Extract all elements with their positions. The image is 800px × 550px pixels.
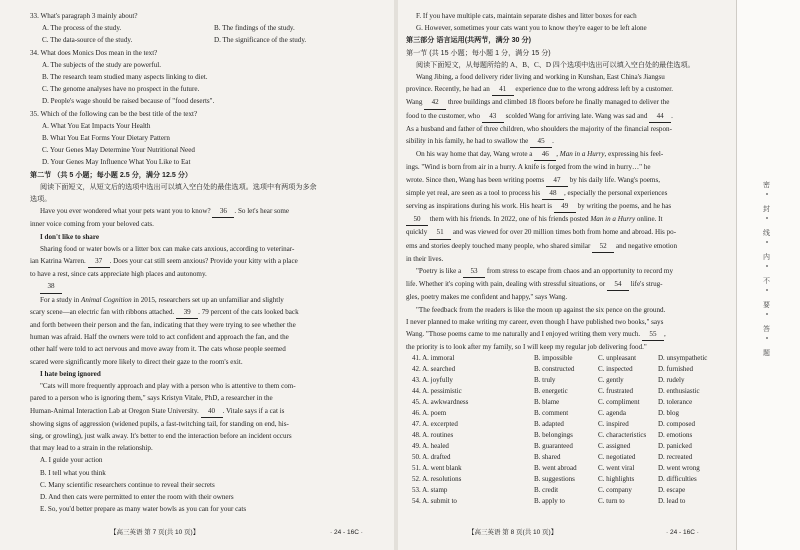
option-cell[interactable]: D. furnished — [658, 365, 693, 374]
blank-55[interactable]: 55 — [642, 328, 664, 341]
choice-f: F. If you have multiple cats, maintain separate dishes and litter boxes for each — [416, 12, 637, 20]
option-cell[interactable]: D. recreated — [658, 453, 693, 462]
option-cell[interactable]: B. belongings — [534, 431, 573, 440]
q33-option-c: C. The data-source of the study. — [42, 36, 133, 45]
blank-52[interactable]: 52 — [592, 240, 614, 253]
q33-option-a: A. The process of the study. — [42, 24, 122, 33]
option-row — [406, 375, 730, 386]
option-cell[interactable]: C. highlights — [598, 475, 635, 484]
option-cell[interactable]: C. inspired — [598, 420, 629, 429]
option-cell[interactable]: C. compliment — [598, 398, 640, 407]
section2-instructions-2: 选项。 — [30, 195, 52, 204]
q35-option-d: D. Your Genes May Influence What You Like to Eat — [42, 158, 191, 167]
option-cell[interactable]: B. energetic — [534, 387, 568, 396]
option-row — [406, 485, 730, 496]
option-cell[interactable]: B. truly — [534, 376, 556, 385]
passage-line: scary scene—an electric fan with ribbons attached. 39 . 79 percent of the cats looked back — [30, 306, 386, 319]
subheading-ignored: I hate being ignored — [40, 369, 101, 378]
margin-dot — [766, 313, 768, 315]
passage-line: Human-Animal Interaction Lab at Oregon State University. 40 . Vitale says if a cat is — [30, 405, 386, 418]
option-cell[interactable]: C. frustrated — [598, 387, 633, 396]
footer-code: · 24 - 16C · — [330, 529, 363, 536]
blank-41[interactable]: 41 — [492, 83, 514, 96]
option-cell[interactable]: 46. A. poem — [412, 409, 447, 418]
margin-char: 要 — [763, 301, 770, 309]
choice-b: B. I tell what you think — [40, 468, 106, 477]
margin-char: 封 — [763, 205, 770, 213]
q35-option-b: B. What You Eat Forms Your Dietary Pattern — [42, 134, 170, 143]
option-row — [406, 441, 730, 452]
margin-dot — [766, 241, 768, 243]
cloze-line: "The feedback from the readers is like the moon up against the six pence on the ground. — [416, 305, 666, 314]
option-cell[interactable]: 54. A. submit to — [412, 497, 457, 506]
option-cell[interactable]: D. composed — [658, 420, 695, 429]
passage-line: showing signs of aggression (widened pupils, a fast-twitching tail, for standing on end, his- — [30, 419, 289, 428]
blank-46[interactable]: 46 — [534, 148, 556, 161]
option-cell[interactable]: B. credit — [534, 486, 559, 495]
q35-stem: 35. Which of the following can be the best title of the text? — [30, 109, 198, 118]
q34-option-a: A. The subjects of the study are powerful. — [42, 60, 162, 69]
cloze-line: gles, poetry makes me confident and happy," says Wang. — [406, 293, 568, 302]
option-cell[interactable]: C. negotiated — [598, 453, 636, 462]
blank-42[interactable]: 42 — [424, 96, 446, 109]
passage-line — [30, 280, 386, 293]
cloze-line: Wang 42 three buildings and climbed 18 floors before he finally managed to deliver the — [406, 96, 730, 109]
blank-49[interactable]: 49 — [554, 200, 576, 213]
option-cell[interactable]: B. constructed — [534, 365, 575, 374]
option-cell[interactable]: B. impossible — [534, 354, 573, 363]
passage-line: and forth between their person and the fan, indicating that they were trying to see whether the — [30, 321, 296, 330]
q35-option-a: A. What You Eat Impacts Your Health — [42, 121, 151, 130]
option-row — [406, 463, 730, 474]
option-cell[interactable]: B. shared — [534, 453, 561, 462]
option-row — [406, 430, 730, 441]
passage-line: Have you ever wondered what your pets want you to know? 36 . So let's hear some — [30, 205, 386, 218]
passage-line: that may lead to a strain in the relationship. — [30, 444, 153, 453]
option-cell[interactable]: 41. A. immoral — [412, 354, 455, 363]
cloze-line: 50 them with his friends. In 2022, one of his friends posted Man in a Hurry online. It — [406, 213, 730, 226]
cloze-line: Wang. "Those poems came to me naturally and I enjoyed writing them very much. 55 , — [406, 328, 730, 341]
blank-44[interactable]: 44 — [649, 110, 671, 123]
option-cell[interactable]: D. emotions — [658, 431, 693, 440]
option-cell[interactable]: C. went viral — [598, 464, 635, 473]
option-cell[interactable]: 48. A. routines — [412, 431, 454, 440]
option-cell[interactable]: 47. A. excerpted — [412, 420, 458, 429]
option-cell[interactable]: D. went wrong — [658, 464, 700, 473]
margin-dot — [766, 193, 768, 195]
page-7 — [0, 0, 394, 550]
option-cell[interactable]: C. assigned — [598, 442, 631, 451]
cloze-line: simple yet real, are seen as a tool to process his 48 , especially the personal experiences — [406, 187, 730, 200]
option-cell[interactable]: 53. A. stamp — [412, 486, 448, 495]
option-cell[interactable]: C. unpleasant — [598, 354, 637, 363]
cloze-line: On his way home that day, Wang wrote a 46 , Man in a Hurry, expressing his feel- — [406, 148, 730, 161]
binding-margin — [736, 0, 800, 550]
margin-char: 线 — [763, 229, 770, 237]
option-cell[interactable]: D. panicked — [658, 442, 692, 451]
option-cell[interactable]: 50. A. drafted — [412, 453, 451, 462]
cloze-line: the priority is to look after my family, so I will keep my regular job delivering food." — [406, 343, 647, 352]
option-cell[interactable]: D. rudely — [658, 376, 685, 385]
blank-47[interactable]: 47 — [546, 174, 568, 187]
option-cell[interactable]: B. adapted — [534, 420, 564, 429]
section2-instructions-1: 阅读下面短文，从短文后的选项中选出可以填入空白处的最佳选项。选项中有两项为多余 — [40, 182, 317, 191]
option-cell[interactable]: 42. A. searched — [412, 365, 456, 374]
blank-38[interactable]: 38 — [40, 280, 62, 293]
passage-line: inner voice coming from your beloved cats. — [30, 220, 154, 229]
margin-char: 内 — [763, 253, 770, 261]
blank-54[interactable]: 54 — [607, 278, 629, 291]
subheading-share: I don't like to share — [40, 232, 99, 241]
cloze-line: life. Whether it's coping with pain, dealing with stressful situations, or 54 life's strug- — [406, 278, 730, 291]
option-row — [406, 496, 730, 507]
option-row — [406, 452, 730, 463]
option-cell[interactable]: D. blog — [658, 409, 679, 418]
choice-a: A. I guide your action — [40, 456, 103, 465]
option-cell[interactable]: D. unsympathetic — [658, 354, 708, 363]
option-cell[interactable]: 52. A. resolutions — [412, 475, 462, 484]
footer-page-label: 【高三英语 第 7 页(共 10 页)】 — [110, 529, 200, 536]
option-row — [406, 353, 730, 364]
cloze-line: wrote. Since then, Wang has been writing poems 47 by his daily life. Wang's poems, — [406, 174, 730, 187]
option-cell[interactable]: C. turn to — [598, 497, 625, 506]
blank-36[interactable]: 36 — [212, 205, 234, 218]
cloze-line: Wang Jibing, a food delivery rider living and working in Kunshan, East China's Jiangsu — [416, 73, 665, 82]
blank-40[interactable]: 40 — [201, 405, 223, 418]
cloze-line: I never planned to make writing my career, even though I have published two books," says — [406, 317, 664, 326]
margin-char: 不 — [763, 277, 770, 285]
cloze-line: ems and stories deeply touched many people, who shared similar 52 and negative emotion — [406, 240, 730, 253]
option-cell[interactable]: B. apply to — [534, 497, 565, 506]
q34-option-d: D. People's wage should be raised because of "food deserts". — [42, 97, 215, 106]
cloze-line: in their lives. — [406, 254, 444, 263]
cloze-line: serving as inspirations during his work. His heart is 49 by writing the poems, and he has — [406, 200, 730, 213]
page-8 — [398, 0, 736, 550]
passage-line: scared were significantly more likely to direct their gaze to the room's exit. — [30, 357, 243, 366]
footer-page-label: 【高三英语 第 8 页(共 10 页)】 — [468, 529, 558, 536]
choice-e: E. So, you'd better prepare as many water bowls as you can for your cats — [40, 505, 247, 514]
passage-line: other half were told to act nervous and move away from it. The cats whose people seemed — [30, 345, 286, 354]
passage-line: pared to a person who is ignoring them," says Kristyn Vitale, PhD, a researcher in the — [30, 394, 273, 403]
margin-dot — [766, 217, 768, 219]
margin-dot — [766, 337, 768, 339]
cloze-options-table — [406, 353, 730, 507]
blank-50[interactable]: 50 — [406, 213, 428, 226]
option-cell[interactable]: B. comment — [534, 409, 569, 418]
option-cell[interactable]: C. company — [598, 486, 632, 495]
q33-options — [30, 22, 386, 46]
margin-char: 密 — [763, 181, 770, 189]
option-row — [406, 364, 730, 375]
option-row — [406, 474, 730, 485]
blank-51[interactable]: 51 — [429, 226, 451, 239]
blank-37[interactable]: 37 — [88, 255, 110, 268]
choice-d: D. And then cats were permitted to enter the room with their owners — [40, 492, 234, 501]
option-row — [406, 397, 730, 408]
cloze-line: "Poetry is like a 53 from stress to escape from chaos and an opportunity to record my — [406, 265, 730, 278]
option-cell[interactable]: 51. A. went blank — [412, 464, 462, 473]
cloze-instructions: 阅读下面短文，从每题所给的 A、B、C、D 四个选项中选出可以填入空白处的最佳选项。 — [416, 60, 695, 69]
margin-dot — [766, 289, 768, 291]
option-cell[interactable]: 43. A. joyfully — [412, 376, 453, 385]
cloze-line: As a husband and father of three children, who shoulders the majority of the financial respon- — [406, 124, 672, 133]
margin-dot — [766, 265, 768, 267]
passage-line: sing, or growling), just walk away. It's better to end the interaction before an incident occurs — [30, 431, 292, 440]
blank-39[interactable]: 39 — [176, 306, 198, 319]
option-cell[interactable]: B. suggestions — [534, 475, 575, 484]
passage-line: Sharing food or water bowls or a litter box can make cats anxious, according to veterinar- — [40, 244, 295, 253]
margin-char: 题 — [763, 349, 770, 357]
q34-option-c: C. The genome analyses have no prospect in the future. — [42, 85, 200, 94]
blank-53[interactable]: 53 — [463, 265, 485, 278]
option-cell[interactable]: B. guaranteed — [534, 442, 573, 451]
part3-title: 第三部分 语言运用(共两节，满分 30 分) — [406, 36, 531, 45]
option-cell[interactable]: B. went abroad — [534, 464, 577, 473]
passage-line: For a study in Animal Cognition in 2015, researchers set up an unfamiliar and slightly — [40, 295, 284, 304]
option-cell[interactable]: C. inspected — [598, 365, 633, 374]
q35-option-c: C. Your Genes May Determine Your Nutritional Need — [42, 146, 195, 155]
footer-code: · 24 - 16C · — [666, 529, 699, 536]
q33-option-d: D. The significance of the study. — [214, 36, 307, 45]
option-cell[interactable]: D. difficulties — [658, 475, 697, 484]
section1-title: 第一节 (共 15 小题；每小题 1 分，满分 15 分) — [406, 48, 551, 57]
option-row — [406, 386, 730, 397]
option-cell[interactable]: D. lead to — [658, 497, 686, 506]
option-cell[interactable]: C. characteristics — [598, 431, 647, 440]
option-cell[interactable]: D. enthusiastic — [658, 387, 700, 396]
cloze-line: sibility in his family, he had to swallow the 45 . — [406, 135, 730, 148]
passage-line: ian Katrina Warren. 37 . Does your cat still seem anxious? Provide your kitty with a place — [30, 255, 386, 268]
blank-43[interactable]: 43 — [482, 110, 504, 123]
section2-title: 第二节 （共 5 小题；每小题 2.5 分，满分 12.5 分） — [30, 170, 193, 179]
passage-line: to have a rest, since cats appreciate high places and autonomy. — [30, 270, 207, 279]
passage-line: human was afraid. Half the owners were told to act confident and approach the fan, and the — [30, 333, 289, 342]
option-cell[interactable]: D. tolerance — [658, 398, 693, 407]
option-cell[interactable]: D. escape — [658, 486, 686, 495]
margin-char: 答 — [763, 325, 770, 333]
q34-option-b: B. The research team studied many aspects linking to diet. — [42, 73, 208, 82]
option-cell[interactable]: 49. A. healed — [412, 442, 449, 451]
passage-line: "Cats will more frequently approach and play with a person who is attentive to them com- — [40, 382, 296, 391]
option-cell[interactable]: C. gently — [598, 376, 624, 385]
option-cell[interactable]: C. agenda — [598, 409, 626, 418]
cloze-line: ings. "Wind is born from air in a hurry. A knife is forged from the wind in hurry…" he — [406, 163, 651, 172]
choice-g: G. However, sometimes your cats want you to know they're eager to be left alone — [416, 24, 647, 33]
choice-c: C. Many scientific researchers continue to reveal their secrets — [40, 480, 215, 489]
option-cell[interactable]: 44. A. pessimistic — [412, 387, 462, 396]
q33-option-b: B. The findings of the study. — [214, 24, 295, 33]
option-row — [406, 419, 730, 430]
option-row — [406, 408, 730, 419]
option-cell[interactable]: B. blame — [534, 398, 560, 407]
blank-45[interactable]: 45 — [530, 135, 552, 148]
cloze-line: province. Recently, he had an 41 experience due to the wrong address left by a customer. — [406, 83, 730, 96]
q33-stem: 33. What's paragraph 3 mainly about? — [30, 12, 138, 20]
cloze-line: food to the customer, who 43 scolded Wang for arriving late. Wang was sad and 44 . — [406, 110, 730, 123]
option-cell[interactable]: 45. A. awkwardness — [412, 398, 469, 407]
blank-48[interactable]: 48 — [542, 187, 564, 200]
cloze-line: quickly 51 and was viewed for over 20 million times both from home and abroad. His po- — [406, 226, 730, 239]
q34-stem: 34. What does Monics Dos mean in the text? — [30, 48, 158, 57]
